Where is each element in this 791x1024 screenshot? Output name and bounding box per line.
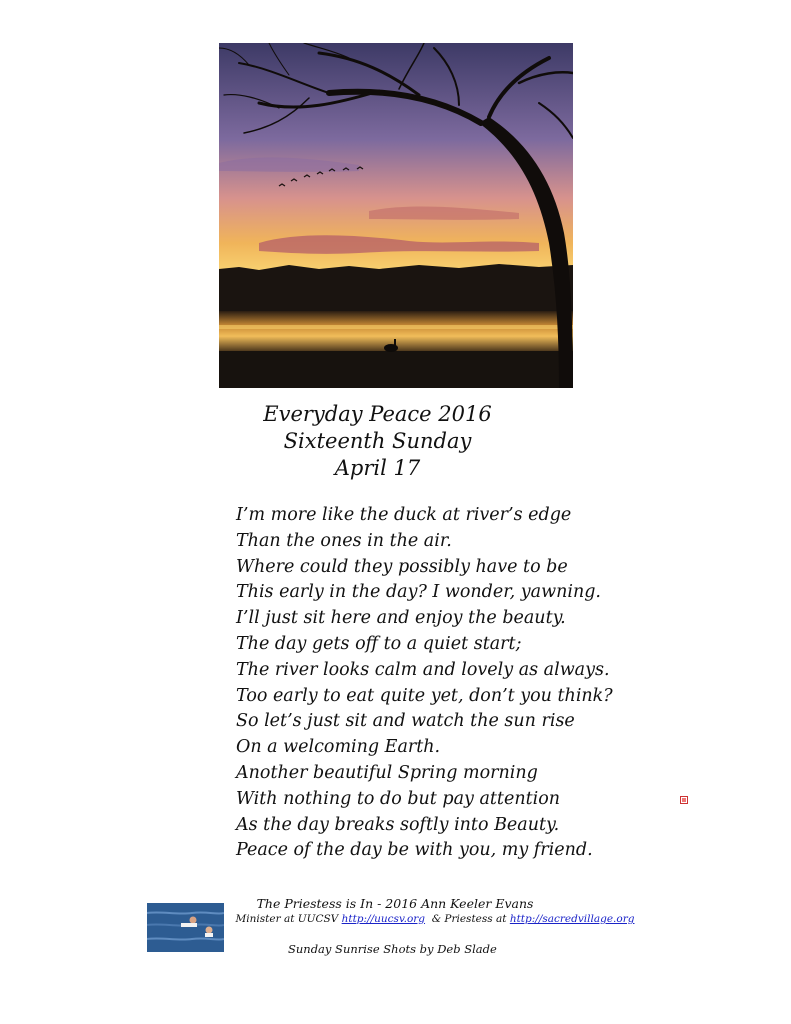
poem-line: On a welcoming Earth. — [236, 737, 441, 758]
contact-line — [150, 913, 720, 925]
poem-line: Peace of the day be with you, my friend. — [236, 840, 593, 861]
poem-line: Too early to eat quite yet, don’t you think? — [236, 685, 613, 706]
uucsv-link[interactable]: http://uucsv.org — [341, 913, 426, 925]
photo-credit: Sunday Sunrise Shots by Deb Slade — [288, 942, 497, 956]
page-title: Everyday Peace 2016 — [263, 402, 492, 426]
poem-line: With nothing to do but pay attention — [236, 788, 561, 809]
priestess-label: & Priestess at — [431, 913, 507, 925]
poem-line: As the day breaks softly into Beauty. — [236, 814, 560, 835]
sunset-river-tree-photo — [219, 43, 573, 388]
sacredvillage-link[interactable]: http://sacredvillage.org — [509, 913, 635, 925]
poem-line: Where could they possibly have to be — [236, 556, 568, 577]
credit-line: The Priestess is In - 2016 Ann Keeler Evans — [256, 896, 534, 911]
poem-line: I’ll just sit here and enjoy the beauty. — [236, 608, 566, 629]
poem — [236, 503, 636, 864]
page-subtitle: Sixteenth Sunday — [283, 429, 472, 453]
poem-line: Another beautiful Spring morning — [236, 762, 538, 783]
minister-label: Minister at UUCSV — [235, 913, 339, 925]
poem-line: I’m more like the duck at river’s edge — [236, 505, 572, 525]
broken-image-icon — [680, 796, 688, 804]
poem-line: So let’s just sit and watch the sun rise — [236, 711, 575, 732]
poem-line: The day gets off to a quiet start; — [236, 633, 522, 654]
poem-line: The river looks calm and lovely as always. — [236, 659, 610, 680]
page-date: April 17 — [334, 456, 421, 480]
poem-line: Than the ones in the air. — [236, 530, 452, 551]
poem-line: This early in the day? I wonder, yawning. — [236, 582, 601, 603]
